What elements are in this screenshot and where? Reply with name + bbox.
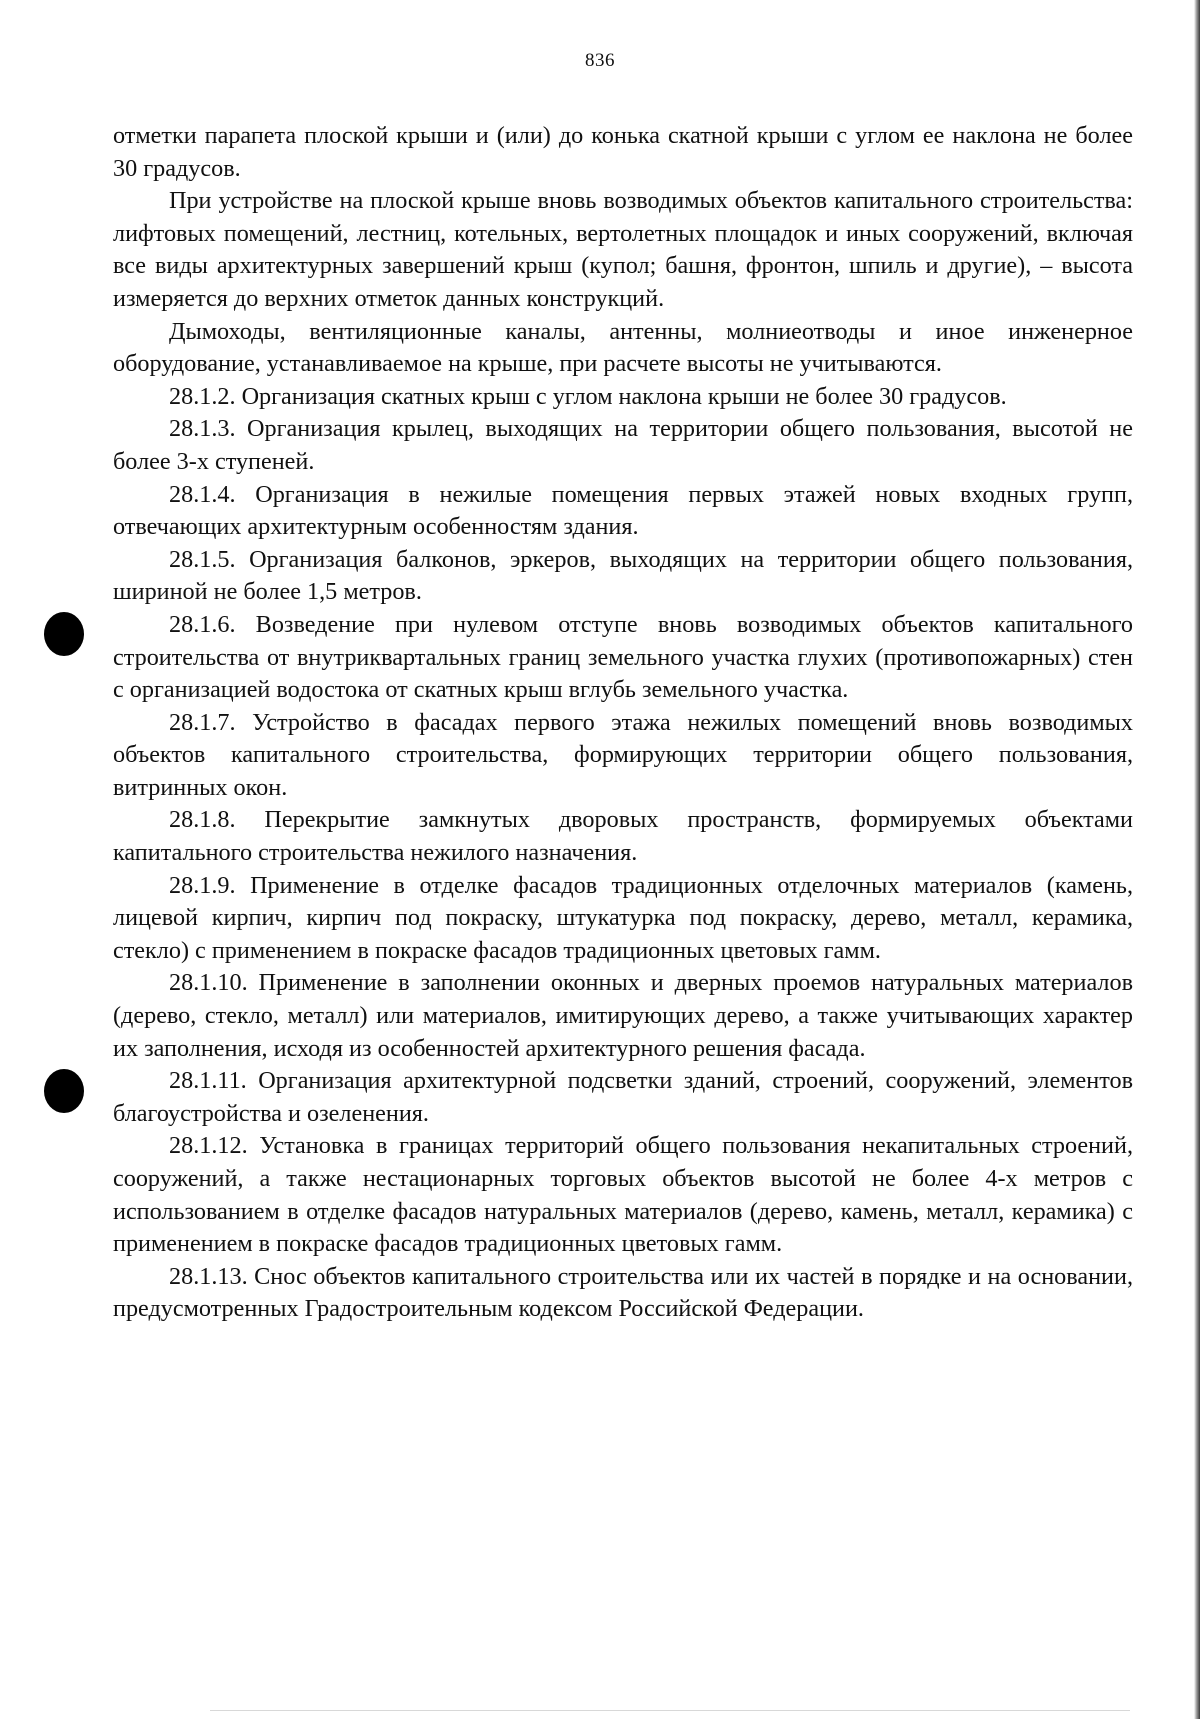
clause-28-1-8: 28.1.8. Перекрытие замкнутых дворовых пространств, формируемых объектами капитального строительства нежилого назначения. <box>113 806 1133 867</box>
clause-28-1-7: 28.1.7. Устройство в фасадах первого этажа нежилых помещений вновь возводимых объектов капитального строительства, формирующих территории общего пользования, витринных окон. <box>113 708 1133 801</box>
clause-28-1-9: 28.1.9. Применение в отделке фасадов традиционных отделочных материалов (камень, лицевой кирпич, кирпич под покраску, штукатурка под покраску, дерево, металл, керамика, стекло) с применением в покраске фасадов традиционных цветовых гамм. <box>113 871 1133 964</box>
clause-28-1-13: 28.1.13. Снос объектов капитального строительства или их частей в порядке и на основании, предусмотренных Градостроительным кодексом Российской Федерации. <box>113 1262 1133 1323</box>
paragraph-flat-roof-height: При устройстве на плоской крыше вновь возводимых объектов капитального строительства: лифтовых помещений, лестниц, котельных, вертолетных площадок и иных сооружений, включая все виды архитектурных завершений крыш (купол; башня, фронтон, шпиль и другие), – высота измеряется до верхних отметок данных конструкций. <box>113 187 1133 312</box>
clause-28-1-4: 28.1.4. Организация в нежилые помещения первых этажей новых входных групп, отвечающих архитектурным особенностям здания. <box>113 480 1133 541</box>
clause-28-1-2: 28.1.2. Организация скатных крыш с углом наклона крыши не более 30 градусов. <box>169 382 1007 410</box>
punch-hole-mark <box>44 1069 84 1113</box>
page-number: 836 <box>585 50 615 71</box>
scan-edge-shadow <box>1194 0 1200 1719</box>
paragraph-roof-equipment: Дымоходы, вентиляционные каналы, антенны, молниеотводы и иное инженерное оборудование, устанавливаемое на крыше, при расчете высоты не учитываются. <box>113 317 1133 378</box>
clause-28-1-5: 28.1.5. Организация балконов, эркеров, выходящих на территории общего пользования, шириной не более 1,5 метров. <box>113 545 1133 606</box>
document-body <box>113 120 1133 1326</box>
punch-hole-mark <box>44 612 84 656</box>
clause-28-1-10: 28.1.10. Применение в заполнении оконных и дверных проемов натуральных материалов (дерево, стекло, металл) или материалов, имитирующих дерево, а также учитывающих характер их заполнения, исходя из особенностей архитектурного решения фасада. <box>113 969 1133 1062</box>
clause-28-1-6: 28.1.6. Возведение при нулевом отступе вновь возводимых объектов капитального строительства от внутриквартальных границ земельного участка глухих (противопожарных) стен с организацией водостока от скатных крыш вглубь земельного участка. <box>113 610 1133 704</box>
paragraph-continuation: отметки парапета плоской крыши и (или) до конька скатной крыши с углом ее наклона не более 30 градусов. <box>113 122 1133 182</box>
clause-28-1-11: 28.1.11. Организация архитектурной подсветки зданий, строений, сооружений, элементов благоустройства и озеленения. <box>113 1067 1133 1127</box>
clause-28-1-12: 28.1.12. Установка в границах территорий общего пользования некапитальных строений, сооружений, а также нестационарных торговых объектов высотой не более 4-х метров с использованием в отделке фасадов натуральных материалов (дерево, камень, металл, керамика) с применением в покраске фасадов традиционных цветовых гамм. <box>113 1132 1133 1258</box>
scan-bottom-line <box>210 1710 1130 1711</box>
clause-28-1-3: 28.1.3. Организация крылец, выходящих на территории общего пользования, высотой не более 3-х ступеней. <box>113 415 1133 475</box>
